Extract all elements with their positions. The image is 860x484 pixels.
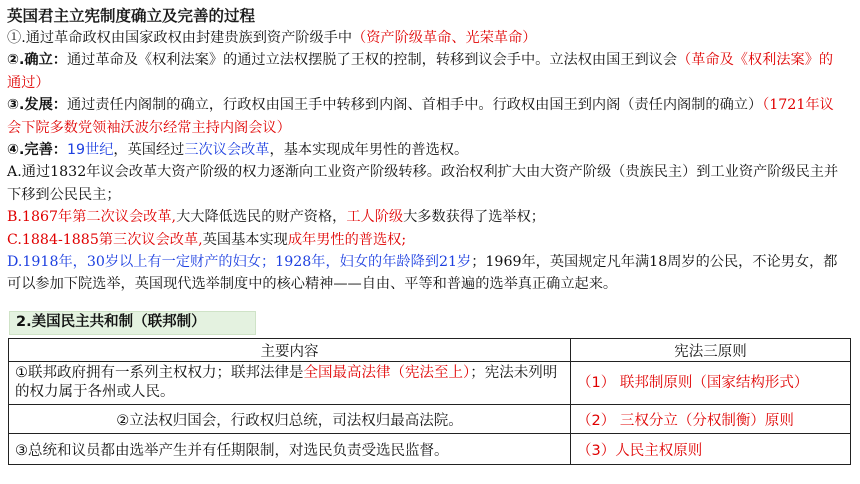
- paragraph-c: [7, 229, 843, 251]
- row1-principle: （1） 联邦制原则（国家结构形式）: [571, 362, 851, 405]
- pb-mid: 大大降低选民的财产资格，: [176, 209, 347, 226]
- pb-head: B.1867年第二次议会改革,: [7, 209, 177, 226]
- p2-label: ②.确立：: [7, 52, 67, 69]
- p2-text: 通过革命及《权利法案》的通过立法权摆脱了王权的控制，转移到议会手中。立法权由国王到议会: [66, 52, 678, 69]
- section-title: 英国君主立宪制度确立及完善的过程: [7, 7, 256, 25]
- table-header-row: [9, 339, 851, 362]
- row1-content: [9, 362, 571, 405]
- section-heading-us: 2.美国民主共和制（联邦制）: [9, 311, 256, 335]
- row1-content-red: 全国最高法律（宪法至上）: [303, 365, 471, 381]
- row2-content: ②立法权归国会，行政权归总统，司法权归最高法院。: [9, 405, 571, 434]
- table-row: [9, 434, 851, 465]
- row2-principle: （2） 三权分立（分权制衡）原则: [571, 405, 851, 434]
- row1-content-b: ；宪法未列明的权力属于各州或人民。: [15, 365, 558, 400]
- pb-tail: 大多数获得了选举权；: [403, 209, 545, 226]
- p1-note: （资产阶级革命、光荣革命）: [352, 30, 537, 46]
- pd-tail: ；1969年，英国规定凡年满18周岁的公民，不论男女，都可以参加下院选举，英国现代选举制度中的核心精神——自由、平等和普遍的选举真正确立起来。: [7, 254, 838, 293]
- table-row: [9, 362, 851, 405]
- pc-mid: 英国基本实现: [202, 231, 288, 248]
- paragraph-1: [7, 27, 843, 49]
- table-row: [9, 405, 851, 434]
- paragraph-2: [7, 49, 843, 94]
- p3-text: 通过责任内阁制的确立，行政权由国王手中转移到内阁、首相手中。行政权由国王到内阁（责任内阁制的确立）: [66, 97, 763, 114]
- p4-label: ④.完善：: [7, 142, 67, 159]
- paragraph-a: [7, 161, 843, 206]
- p4-reforms: 三次议会改革: [184, 142, 270, 159]
- row1-content-a: ①联邦政府拥有一系列主权权力；联邦法律是: [15, 365, 304, 381]
- pd-head: D.1918年，30岁以上有一定财产的妇女；1928年，妇女的年龄降到21岁: [7, 254, 472, 271]
- section-british-monarchy: [7, 6, 843, 296]
- p4-century: 19世纪: [66, 142, 114, 159]
- pc-tail: 成年男性的普选权;: [287, 231, 407, 248]
- paragraph-4: [7, 139, 843, 161]
- pc-head: C.1884-1885第三次议会改革,: [7, 231, 203, 248]
- paragraph-b: [7, 206, 843, 228]
- p4-tail: ，基本实现成年男性的普选权。: [269, 142, 469, 159]
- pa-text: A.通过1832年议会改革大资产阶级的权力逐渐向工业资产阶级转移。政治权利扩大由大资产阶级（贵族民主）到工业资产阶级民主并下移到公民民主；: [7, 164, 839, 203]
- header-principles: 宪法三原则: [571, 339, 851, 362]
- p4-mid: ，英国经过: [113, 142, 185, 159]
- row3-content: ③总统和议员都由选举产生并有任期限制，对选民负责受选民监督。: [9, 434, 571, 465]
- us-principles-table: [8, 338, 851, 465]
- p3-label: ③.发展：: [7, 97, 67, 114]
- pb-workers: 工人阶级: [346, 209, 404, 226]
- paragraph-d: [7, 251, 843, 296]
- p1-text: ①.通过革命政权由国家政权由封建贵族到资产阶级手中: [7, 30, 353, 46]
- p3-note: （1721年议会下院多数党领袖沃波尔经常主持内阁会议）: [7, 97, 834, 136]
- paragraph-3: [7, 94, 843, 139]
- p2-note: （革命及《权利法案》的通过）: [7, 52, 834, 91]
- header-content: 主要内容: [9, 339, 571, 362]
- row3-principle: （3）人民主权原则: [571, 434, 851, 465]
